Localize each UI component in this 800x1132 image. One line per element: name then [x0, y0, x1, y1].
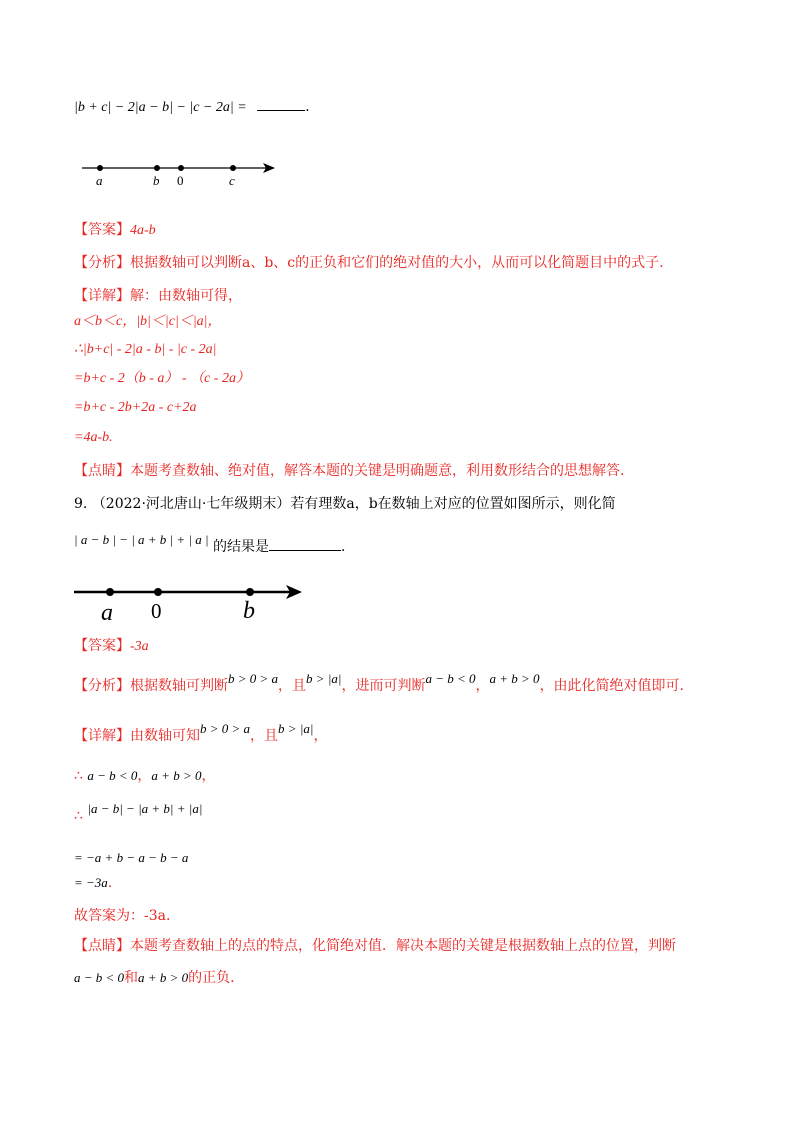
q9-comment-line	[74, 936, 676, 956]
q9-step-3: = −a + b − a − b − a	[74, 850, 189, 865]
q8-step-5: =4a-b.	[74, 430, 113, 445]
q9-analysis-text-1: 根据数轴可判断	[130, 678, 228, 694]
q9-analysis-text-4: ，	[475, 678, 490, 694]
q9-number: 9.	[74, 496, 88, 512]
q9-step-2-math: |a − b| − |a + b| + |a|	[87, 801, 203, 816]
q9-point-0	[154, 588, 162, 596]
q8-point-c	[230, 165, 236, 171]
q8-step-3: =b+c - 2（b - a） - （c - 2a）	[74, 371, 250, 386]
q8-answer-blank	[257, 96, 305, 111]
q9-analysis-text-3: ，进而可判断	[341, 678, 426, 694]
q9-comment-end: 的正负.	[188, 970, 235, 986]
q8-number-line	[80, 156, 280, 190]
q9-answer-tag: 【答案】	[74, 638, 130, 654]
q8-label-c: c	[229, 173, 235, 188]
q9-label-0: 0	[151, 599, 162, 623]
q9-answer-line	[74, 636, 149, 657]
q9-step-4-end: .	[107, 875, 113, 891]
q9-step-1-sep: ，	[137, 768, 152, 784]
q9-step-1-math-2: a + b > 0	[151, 768, 202, 783]
q8-analysis-line	[74, 253, 664, 273]
q9-analysis-text-5: ，由此化简绝对值即可.	[539, 678, 685, 694]
q9-analysis-line	[74, 671, 685, 696]
q9-comment-line-2	[74, 968, 235, 988]
q9-detail-line	[74, 721, 328, 746]
q9-comment-math-1: a − b < 0	[74, 970, 125, 985]
q9-comment-and: 和	[124, 970, 139, 986]
q8-detail-tag: 【详解】	[74, 288, 130, 304]
q9-analysis-math-4: a + b > 0	[489, 671, 540, 686]
q8-step-1: a＜b＜c，|b|＜|c|＜|a|，	[74, 314, 222, 329]
q8-answer: 4a-b	[130, 223, 156, 238]
q8-analysis-tag: 【分析】	[74, 255, 130, 271]
q8-expression-line	[74, 96, 310, 118]
q8-answer-tag: 【答案】	[74, 222, 130, 238]
q9-therefore-symbol-2: ∴	[74, 808, 83, 824]
q9-step-1	[74, 766, 215, 786]
q9-stem: 若有理数a，b在数轴上对应的位置如图所示，则化简	[290, 496, 616, 512]
q8-comment: 本题考查数轴、绝对值，解答本题的关键是明确题意，利用数形结合的思想解答.	[130, 463, 625, 479]
q8-label-0: 0	[177, 173, 184, 188]
q9-step-2	[74, 801, 203, 826]
q9-analysis-tag: 【分析】	[74, 678, 130, 694]
q9-final-answer: 故答案为：-3a.	[74, 908, 171, 924]
q9-stem-line	[74, 494, 616, 514]
q8-detail-intro: 解：由数轴可得，	[130, 288, 242, 304]
q9-answer-blank	[269, 536, 341, 551]
q9-comment-tag: 【点睛】	[74, 938, 130, 954]
q9-point-b	[246, 588, 254, 596]
q9-analysis-math-2: b > |a|	[306, 671, 342, 686]
q9-step-4	[74, 873, 112, 893]
q9-label-b: b	[243, 598, 255, 624]
q9-label-a: a	[101, 600, 113, 626]
q8-point-b	[154, 165, 160, 171]
q9-point-a	[106, 588, 114, 596]
q9-detail-math-2: b > |a|	[278, 721, 314, 736]
q9-detail-text-3: ，	[313, 728, 328, 744]
q8-step-2: ∴|b+c| - 2|a - b| - |c - 2a|	[74, 342, 217, 357]
q8-expression: |b + c| − 2|a − b| − |c − 2a| =	[74, 100, 247, 115]
q8-period: .	[305, 99, 310, 115]
q9-answer: -3a	[130, 639, 149, 654]
q8-comment-line	[74, 461, 624, 481]
q9-detail-tag: 【详解】	[74, 728, 130, 744]
q9-step-4-math: = −3a	[74, 875, 108, 890]
q9-step-1-end: ，	[201, 768, 216, 784]
q9-step-1-math-1: a − b < 0	[87, 768, 138, 783]
q9-period: .	[341, 539, 346, 555]
q8-analysis: 根据数轴可以判断a、b、c的正负和它们的绝对值的大小，从而可以化简题目中的式子.	[130, 255, 664, 271]
q8-answer-line	[74, 220, 156, 241]
q8-comment-tag: 【点睛】	[74, 463, 130, 479]
q9-detail-text-2: ，且	[250, 728, 279, 744]
q8-label-a: a	[96, 173, 103, 188]
q8-point-a	[97, 165, 103, 171]
q9-detail-math-1: b > 0 > a	[200, 721, 251, 736]
q9-number-line	[72, 580, 308, 626]
q9-expression-line	[74, 532, 346, 557]
q8-detail-line	[74, 286, 242, 306]
q9-detail-text-1: 由数轴可知	[130, 728, 200, 744]
q8-label-b: b	[153, 173, 160, 188]
q9-analysis-math-1: b > 0 > a	[228, 671, 279, 686]
q9-therefore-symbol: ∴	[74, 768, 83, 784]
q9-analysis-text-2: ，且	[278, 678, 307, 694]
q9-comment: 本题考查数轴上的点的特点，化简绝对值．解决本题的关键是根据数轴上点的位置，判断	[130, 938, 676, 954]
q9-analysis-math-3: a − b < 0	[425, 671, 476, 686]
q9-source: （2022·河北唐山·七年级期末）	[91, 496, 291, 512]
q8-point-0	[178, 165, 184, 171]
q9-comment-math-2: a + b > 0	[138, 970, 189, 985]
q8-step-4: =b+c - 2b+2a - c+2a	[74, 400, 197, 415]
q9-expression: | a − b | − | a + b | + | a |	[74, 532, 209, 547]
q9-stem-end: 的结果是	[213, 539, 269, 555]
